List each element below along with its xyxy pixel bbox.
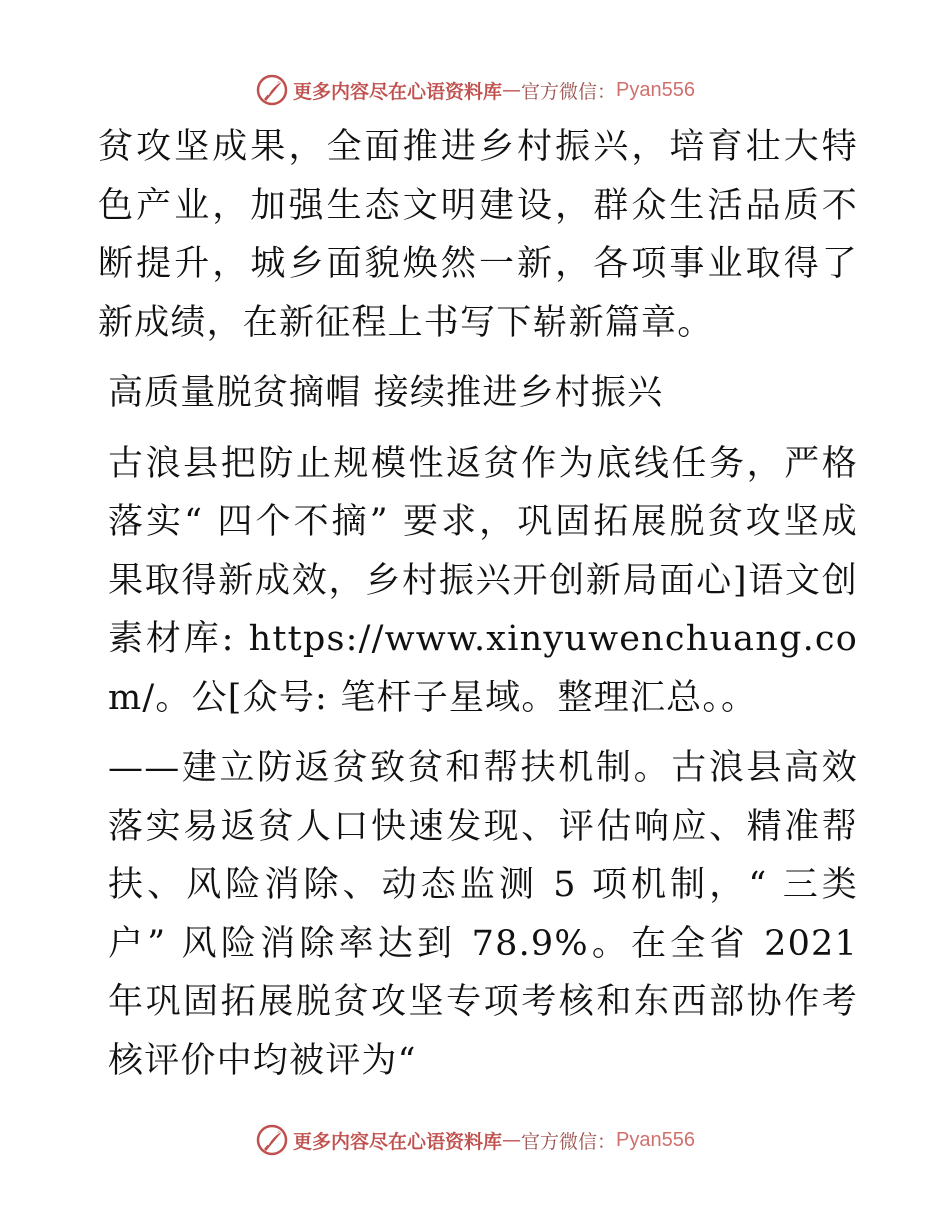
watermark-dash: — (502, 79, 522, 101)
watermark-site-text: 更多内容尽在心语资料库 (293, 80, 503, 103)
watermark-official-label: 官方微信： (521, 80, 617, 103)
section-heading: 高质量脱贫摘帽 接续推进乡村振兴 (108, 373, 664, 413)
watermark-site-text: 更多内容尽在心语资料库 (293, 1130, 503, 1153)
quill-logo-icon (255, 73, 289, 107)
document-body (98, 118, 858, 1102)
watermark-dash: — (502, 1129, 522, 1151)
footer-watermark (0, 1120, 950, 1160)
paragraph-mechanism: ——建立防返贫致贫和帮扶机制。古浪县高效落实易返贫人口快速发现、评估响应、精准帮扶、风险消除、动态监测 5 项机制，“ 三类户” 风险消除率达到 78.9%。在全省 2021 年巩固拓展脱贫攻坚专项考核和东西部协作考核评价中均被评为“ (108, 748, 858, 1081)
paragraph-guolang-task: 古浪县把防止规模性返贫作为底线任务，严格落实“ 四个不摘” 要求，巩固拓展脱贫攻坚成果取得新成效，乡村振兴开创新局面心]语文创素材库: https://www.xinyuwenchuang.com/。公[众号: 笔杆子星域。整理汇总。。 (108, 443, 858, 718)
quill-logo-icon (255, 1123, 289, 1157)
watermark-handle: Pyan556 (616, 1128, 695, 1151)
header-watermark (0, 70, 950, 110)
paragraph-intro: 贫攻坚成果，全面推进乡村振兴，培育壮大特色产业，加强生态文明建设，群众生活品质不断提升，城乡面貌焕然一新，各项事业取得了新成绩，在新征程上书写下崭新篇章。 (98, 127, 858, 343)
watermark-handle: Pyan556 (616, 78, 695, 101)
watermark-official-label: 官方微信： (521, 1130, 617, 1153)
